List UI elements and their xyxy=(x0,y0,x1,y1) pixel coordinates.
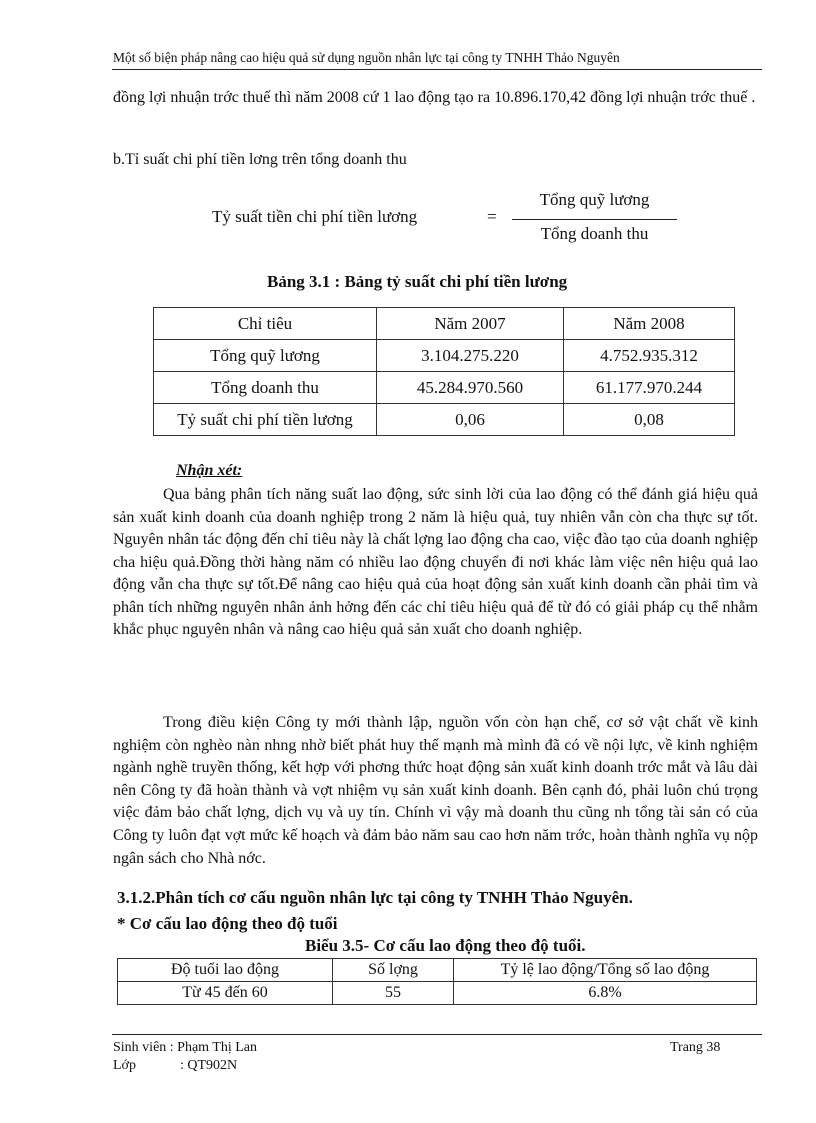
table-row xyxy=(154,340,735,372)
header-rule xyxy=(112,69,762,70)
table-row xyxy=(154,372,735,404)
footer-page-number: Trang 38 xyxy=(670,1040,721,1055)
company-paragraph: Trong điều kiện Công ty mới thành lập, nguồn vốn còn hạn chế, cơ sở vật chất về kinh nghiệm còn nghèo nàn nhng nhờ biết phát huy thế mạnh mà mình đã có về nội lực, về kinh nghiệm ngành nghề truyền thống, kết hợp với phơng thức hoạt động sản xuất kinh doanh trớc mắt và lâu dài nên Công ty đã hoàn thành và vợt nhiệm vụ sản xuất kinh doanh. Bên cạnh đó, phải luôn chú trọng việc đảm bảo chất lợng, dịch vụ và uy tín. Chính vì vậy mà doanh thu cũng nh tổng tài sản có của Công ty luôn đạt vợt mức kế hoạch và đảm bảo năm sau cao hơn năm trớc, hoàn thành nghĩa vụ nộp ngân sách cho Nhà nớc. xyxy=(113,714,758,867)
section-b-heading: b.Tỉ suất chi phí tiền lơng trên tổng doanh thu xyxy=(113,151,407,168)
table-row xyxy=(154,404,735,436)
table-header-cell: Độ tuổi lao động xyxy=(118,959,333,982)
table-cell: 0,08 xyxy=(564,404,735,436)
table-cell: 6.8% xyxy=(454,982,757,1005)
section-312-heading: 3.1.2.Phân tích cơ cấu nguồn nhân lực tại công ty TNHH Thảo Nguyên. xyxy=(117,888,633,907)
table-cell: Từ 45 đến 60 xyxy=(118,982,333,1005)
table-header-row xyxy=(118,959,757,982)
footer-class-value: : QT902N xyxy=(180,1058,238,1073)
table1-caption: Bảng 3.1 : Bảng tỷ suất chi phí tiền lương xyxy=(267,272,568,291)
table-cell: 3.104.275.220 xyxy=(377,340,564,372)
remark-title: Nhận xét: xyxy=(176,462,243,479)
formula-denominator: Tổng doanh thu xyxy=(540,224,649,243)
intro-paragraph: đồng lợi nhuận trớc thuế thì năm 2008 cứ 1 lao động tạo ra 10.896.170,42 đồng lợi nhuận trớc thuế . xyxy=(113,89,756,106)
table-header-row xyxy=(154,308,735,340)
table2-caption: Biểu 3.5- Cơ cấu lao động theo độ tuổi. xyxy=(305,936,586,955)
table-cell: Tổng doanh thu xyxy=(154,372,377,404)
table-cell: 45.284.970.560 xyxy=(377,372,564,404)
table-header-cell: Năm 2007 xyxy=(377,308,564,340)
formula-numerator: Tổng quỹ lương xyxy=(539,190,650,209)
table-row xyxy=(118,982,757,1005)
running-header: Một số biện pháp nâng cao hiệu quả sử dụng nguồn nhân lực tại công ty TNHH Thảo Nguyên xyxy=(113,50,620,65)
table-header-cell: Chỉ tiêu xyxy=(154,308,377,340)
footer-class-label: Lớp xyxy=(113,1058,136,1073)
age-structure-heading: * Cơ cấu lao động theo độ tuổi xyxy=(117,914,338,933)
formula-equals: = xyxy=(487,207,497,226)
table-header-cell: Số lợng xyxy=(333,959,454,982)
table-header-cell: Tỷ lệ lao động/Tổng số lao động xyxy=(454,959,757,982)
table-header-cell: Năm 2008 xyxy=(564,308,735,340)
table-cell: 55 xyxy=(333,982,454,1005)
table-cell: Tổng quỹ lương xyxy=(154,340,377,372)
remark-paragraph: Qua bảng phân tích năng suất lao động, sức sinh lời của lao động có thể đánh giá hiệu quả sản xuất kinh doanh của doanh nghiệp trong 2 năm là hiệu quả, tuy nhiên vẫn còn cha thực sự tốt. Nguyên nhân tác động đến chỉ tiêu này là chất lợng lao động cha cao, việc đào tạo của doanh nghiệp cha hiệu quả.Đồng thời hàng năm có nhiều lao động chuyển đi nơi khác làm việc nên hiệu quả lao động vẫn cha thực sự tốt.Để nâng cao hiệu quả của hoạt động sản xuất kinh doanh cần phải tìm và phân tích những nguyên nhân ảnh hởng đến các chỉ tiêu hiệu quả để từ đó có giải pháp cụ thể nhằm khắc phục nguyên nhân và nâng cao hiệu quả sản xuất cho doanh nghiệp. xyxy=(113,486,758,638)
age-structure-table xyxy=(117,958,757,1005)
table-cell: 4.752.935.312 xyxy=(564,340,735,372)
formula-fraction-bar xyxy=(512,219,677,220)
table-cell: Tỷ suất chi phí tiền lương xyxy=(154,404,377,436)
footer-rule xyxy=(112,1034,762,1035)
table-cell: 61.177.970.244 xyxy=(564,372,735,404)
salary-ratio-table xyxy=(153,307,735,436)
formula-label: Tỷ suất tiền chi phí tiền lương xyxy=(212,207,418,226)
footer-student: Sinh viên : Phạm Thị Lan xyxy=(113,1040,258,1055)
table-cell: 0,06 xyxy=(377,404,564,436)
